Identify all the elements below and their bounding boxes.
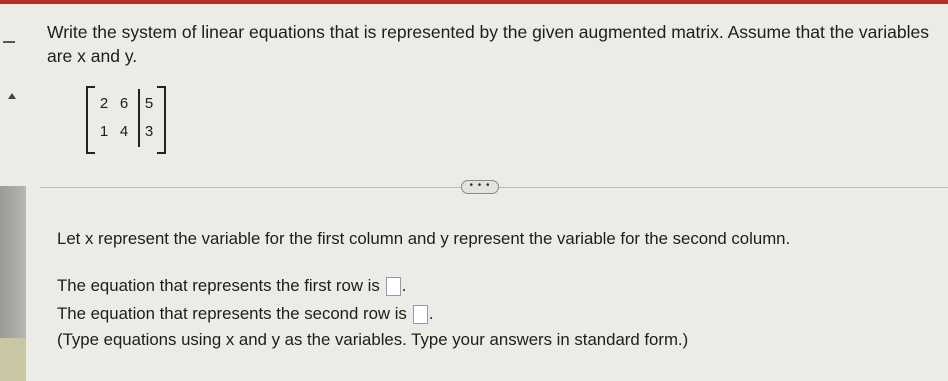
row2-equation-line — [57, 303, 434, 325]
row1-equation-line — [57, 275, 406, 297]
matrix-left-bracket — [86, 86, 95, 154]
row1-label: The equation that represents the first row is — [57, 276, 380, 295]
matrix-right-bracket — [157, 86, 166, 154]
question-prompt: Write the system of linear equations that is represented by the given augmented matrix. Assume that the variables are x and y. — [47, 22, 929, 66]
row2-answer-input[interactable] — [413, 305, 428, 324]
left-sidebar-strip — [0, 186, 26, 381]
matrix-cell: 4 — [119, 123, 129, 140]
augmented-matrix — [86, 86, 166, 152]
matrix-cell: 2 — [99, 95, 109, 112]
row1-period: . — [401, 276, 407, 295]
caret-up-icon[interactable] — [8, 93, 16, 99]
collapse-dash-icon[interactable] — [3, 41, 15, 43]
row2-label: The equation that represents the second row is — [57, 304, 407, 323]
matrix-cell: 5 — [144, 95, 154, 112]
sidebar-highlight — [0, 338, 26, 381]
row1-answer-input[interactable] — [386, 277, 401, 296]
row2-period: . — [428, 304, 434, 323]
matrix-cell: 6 — [119, 95, 129, 112]
matrix-augment-divider — [138, 89, 140, 147]
top-accent-bar — [0, 0, 948, 4]
matrix-cell: 3 — [144, 123, 154, 140]
more-options-button[interactable]: • • • — [461, 180, 499, 194]
matrix-cell: 1 — [99, 123, 109, 140]
variable-instruction: Let x represent the variable for the first column and y represent the variable for the second column. — [57, 229, 791, 248]
answer-format-note: (Type equations using x and y as the variables. Type your answers in standard form.) — [57, 330, 689, 349]
